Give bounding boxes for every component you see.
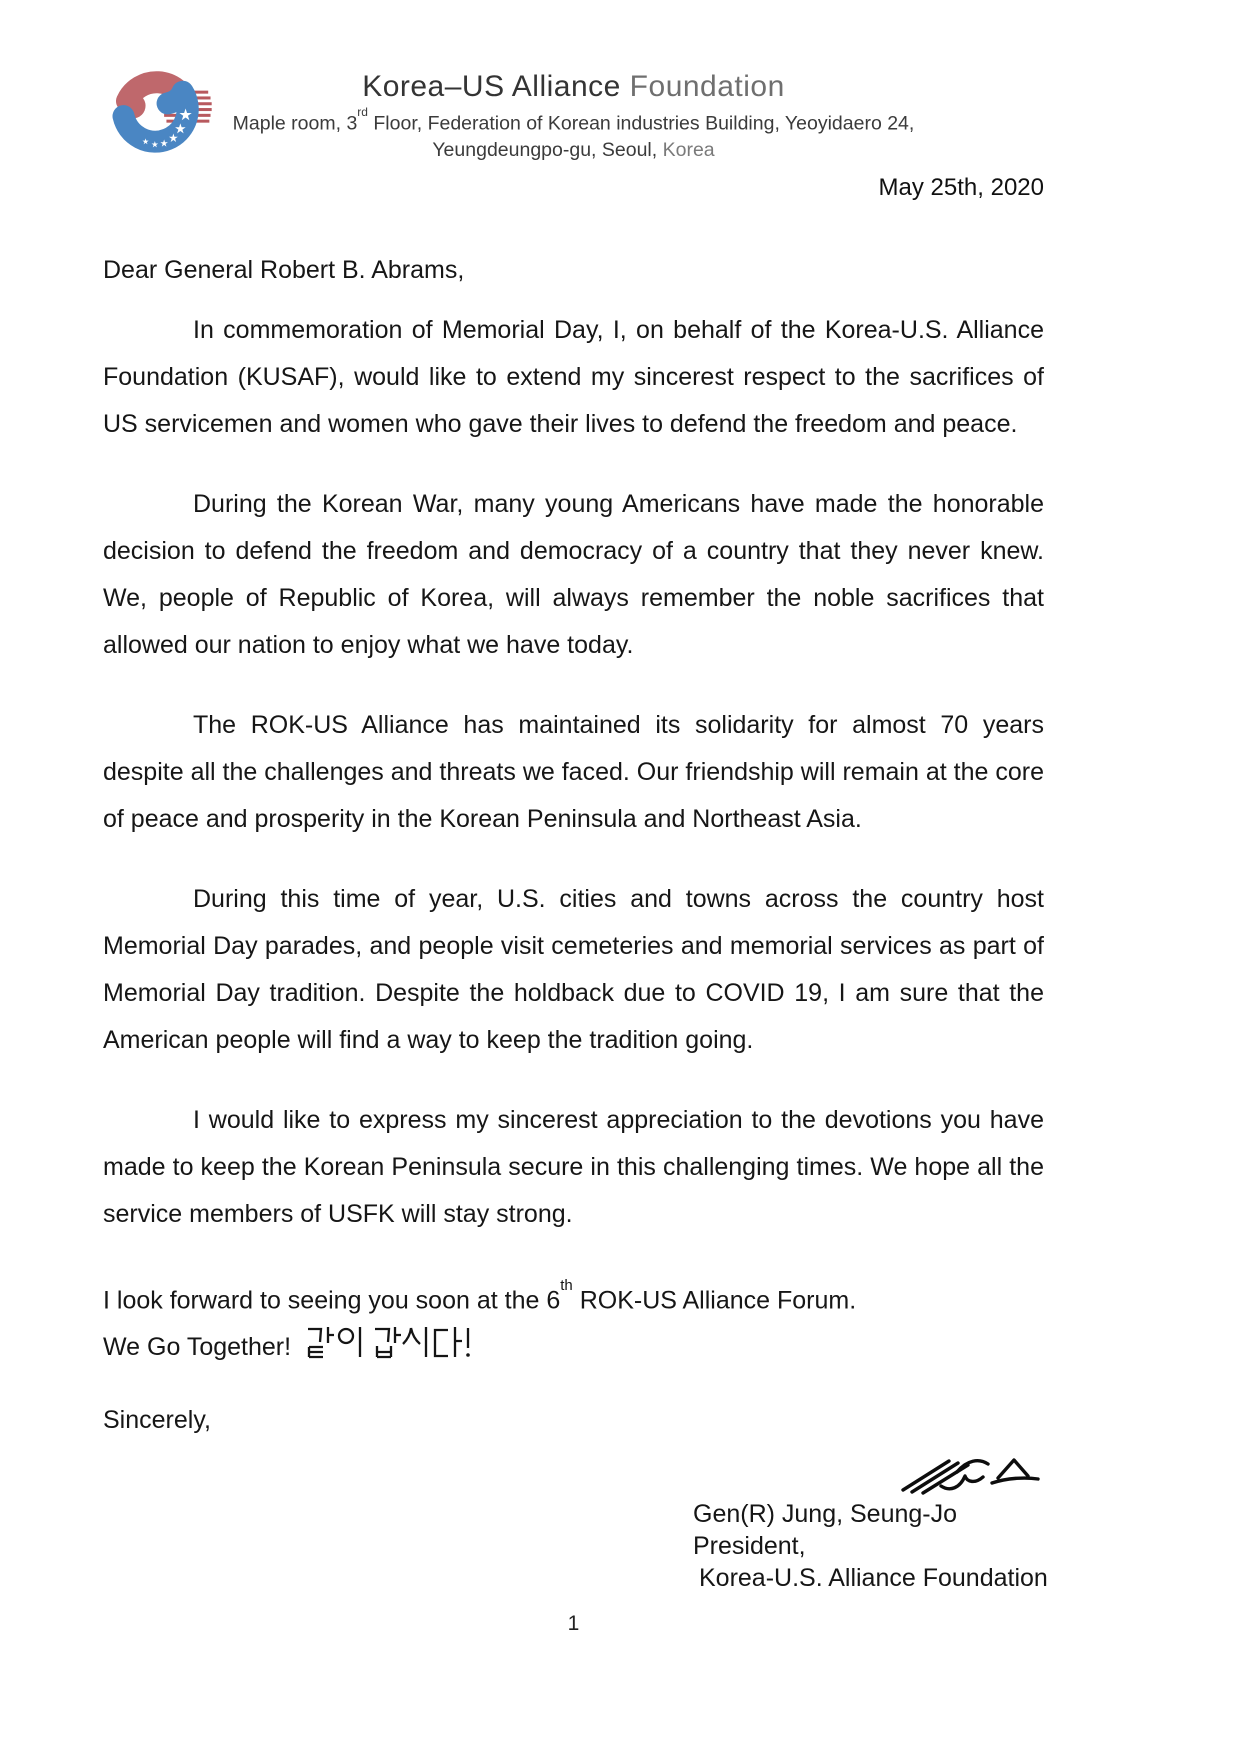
ordinal-superscript: th [560,1276,573,1294]
org-name-accent: Foundation [620,70,785,103]
sincerely-line: Sincerely, [103,1405,211,1434]
forum-line: I look forward to seeing you soon at the 6th ROK-US Alliance Forum. [103,1276,857,1314]
letterhead [103,55,1044,163]
kusaf-taegeuk-logo-icon [98,57,214,173]
paragraph-5: I would like to express my sincerest appreciation to the devotions you have made to keep the Korean Peninsula secure in this challenging times. We hope all the service members of USFK will stay strong. [103,1105,1044,1228]
together-english: We Go Together! [103,1332,292,1361]
korean-phrase-graphic [305,1325,473,1361]
letter-date: May 25th, 2020 [878,173,1044,201]
org-name [103,55,1044,105]
paragraph-4: During this time of year, U.S. cities and towns across the country host Memorial Day parades, and people visit cemeteries and memorial services as part of Memorial Day tradition. Despite the holdback due to COVID 19, I am sure that the American people will find a way to keep the tradition going. [103,884,1044,1054]
paragraph-3: The ROK-US Alliance has maintained its solidarity for almost 70 years despite all the challenges and threats we faced. Our friendship will remain at the core of peace and prosperity in the Korean Peninsula and Northeast Asia. [103,710,1044,833]
org-address-line2: Yeungdeungpo-gu, Seoul, Korea [432,138,715,161]
org-address-line1: Maple room, 3rd Floor, Federation of Korean industries Building, Yeoyidaero 24, [232,105,915,135]
ordinal-superscript: rd [357,105,368,119]
together-line [103,1324,1044,1371]
page-number: 1 [567,1611,580,1635]
letter-body [103,247,1044,1444]
paragraph-2: During the Korean War, many young Americans have made the honorable decision to defend the freedom and democracy of a country that they never knew. We, people of Republic of Korea, will always remember the noble sacrifices that allowed our nation to enjoy what we have today. [103,489,1044,659]
signer-name: Gen(R) Jung, Seung-Jo [693,1499,958,1528]
signer-org: Korea-U.S. Alliance Foundation [699,1563,1048,1592]
org-name-main: Korea–US Alliance [362,70,621,103]
handwritten-signature-icon [895,1450,1055,1498]
signer-title: President, [693,1531,806,1560]
signature-block [655,1450,1125,1594]
paragraph-1: In commemoration of Memorial Day, I, on behalf of the Korea-U.S. Alliance Foundation (KUSAF), would like to extend my sincerest respect to the sacrifices of US servicemen and women who gave their lives to defend the freedom and peace. [103,315,1044,438]
salutation: Dear General Robert B. Abrams, [103,255,465,284]
